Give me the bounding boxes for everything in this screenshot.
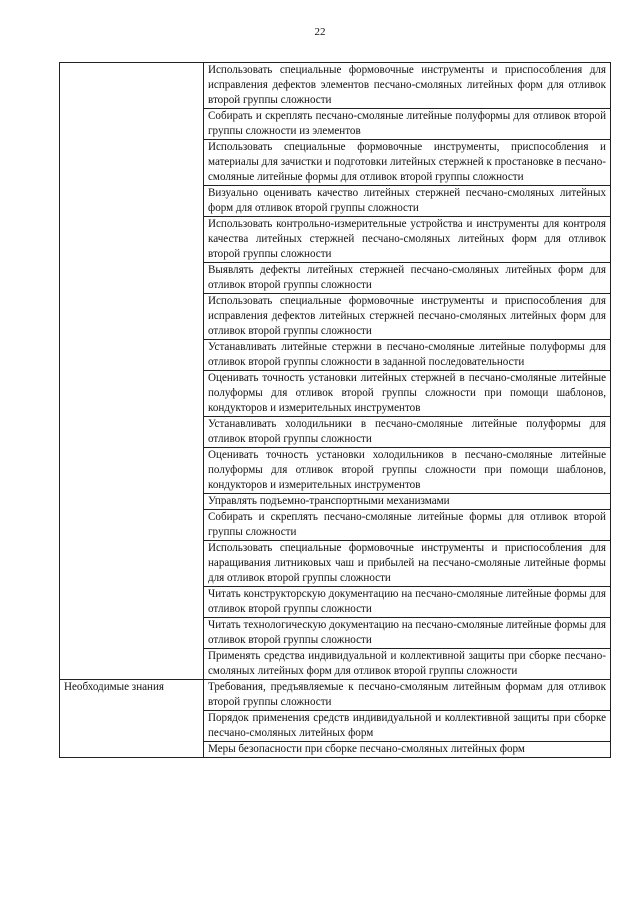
skill-item: Визуально оценивать качество литейных стержней песчано-смоляных литейных форм для отливок второй группы сложности — [204, 186, 611, 217]
skill-item: Использовать контрольно-измерительные устройства и инструменты для контроля качества литейных стержней песчано-смоляных литейных форм для отливок второй группы сложности — [204, 217, 611, 263]
skill-item: Устанавливать литейные стержни в песчано-смоляные литейные полуформы для отливок второй группы сложности в заданной последовательности — [204, 340, 611, 371]
skill-item: Читать конструкторскую документацию на песчано-смоляные литейные формы для отливок второй группы сложности — [204, 587, 611, 618]
skill-item: Использовать специальные формовочные инструменты, приспособления и материалы для зачистки и подготовки литейных стержней к простановке в песчано-смоляные литейные формы для отливок второй группы сложности — [204, 140, 611, 186]
requirements-table — [59, 62, 611, 758]
knowledge-item: Порядок применения средств индивидуальной и коллективной защиты при сборке песчано-смоляных литейных форм — [204, 711, 611, 742]
skill-item: Применять средства индивидуальной и коллективной защиты при сборке песчано-смоляных литейных форм для отливок второй группы сложности — [204, 649, 611, 680]
table-row — [60, 63, 611, 109]
table-row — [60, 680, 611, 711]
skill-item: Использовать специальные формовочные инструменты и приспособления для исправления дефектов элементов песчано-смоляных литейных форм для отливок второй группы сложности — [204, 63, 611, 109]
skills-label-cell — [60, 63, 204, 680]
knowledge-label: Необходимые знания — [60, 680, 204, 758]
skill-item: Устанавливать холодильники в песчано-смоляные литейные полуформы для отливок второй группы сложности — [204, 417, 611, 448]
skill-item: Управлять подъемно-транспортными механизмами — [204, 494, 611, 510]
skill-item: Оценивать точность установки литейных стержней в песчано-смоляные литейные полуформы для отливок второй группы сложности при помощи шаблонов, кондукторов и измерительных инструментов — [204, 371, 611, 417]
knowledge-item: Меры безопасности при сборке песчано-смоляных литейных форм — [204, 742, 611, 758]
skill-item: Использовать специальные формовочные инструменты и приспособления для исправления дефектов литейных стержней песчано-смоляных литейных форм для отливок второй группы сложности — [204, 294, 611, 340]
skill-item: Оценивать точность установки холодильников в песчано-смоляные литейные полуформы для отливок второй группы сложности при помощи шаблонов, кондукторов и измерительных инструментов — [204, 448, 611, 494]
skill-item: Читать технологическую документацию на песчано-смоляные литейные формы для отливок второй группы сложности — [204, 618, 611, 649]
page-number: 22 — [314, 26, 326, 38]
knowledge-item: Требования, предъявляемые к песчано-смоляным литейным формам для отливок второй группы сложности — [204, 680, 611, 711]
skill-item: Использовать специальные формовочные инструменты и приспособления для наращивания литниковых чаш и прибылей на песчано-смоляные литейные формы для отливок второй группы сложности — [204, 541, 611, 587]
skill-item: Собирать и скреплять песчано-смоляные литейные формы для отливок второй группы сложности — [204, 510, 611, 541]
skill-item: Собирать и скреплять песчано-смоляные литейные полуформы для отливок второй группы сложности из элементов — [204, 109, 611, 140]
skill-item: Выявлять дефекты литейных стержней песчано-смоляных литейных форм для отливок второй группы сложности — [204, 263, 611, 294]
